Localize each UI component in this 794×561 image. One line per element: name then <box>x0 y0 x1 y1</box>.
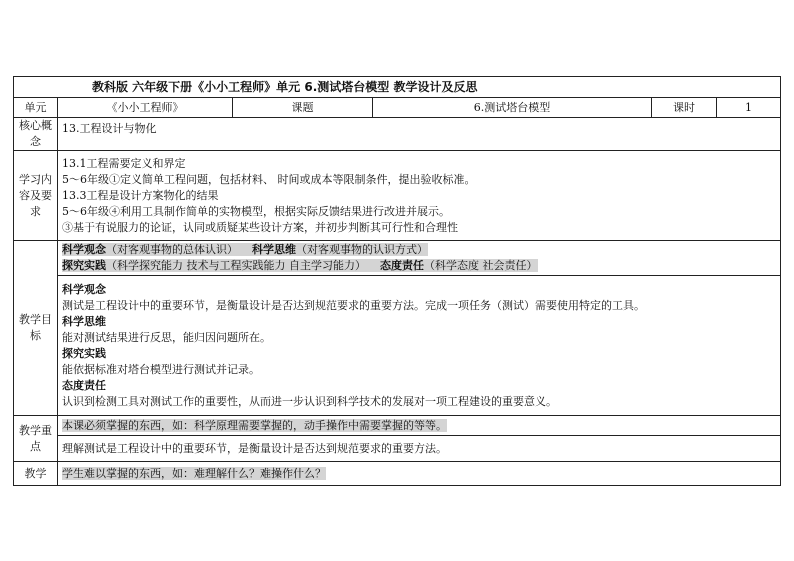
goals-summary-line-1 <box>62 242 776 258</box>
goal-text: 能对测试结果进行反思，能归因问题所在。 <box>62 330 271 344</box>
difficulty-hint: 学生难以掌握的东西，如：难理解什么？难操作什么？ <box>62 466 326 480</box>
inquiry-practice-heading: 探究实践 <box>62 259 106 272</box>
requirement-line: 13.3工程是设计方案物化的结果 <box>62 188 219 202</box>
key-points-hint-cell <box>58 416 781 436</box>
attitude-responsibility-desc: （科学态度 社会责任） <box>424 259 538 272</box>
hours-value: 1 <box>717 98 781 118</box>
goal-text: 认识到检测工具对测试工作的重要性，从而进一步认识到科学技术的发展对一项工程建设的重要意义。 <box>62 394 557 408</box>
hours-label: 课时 <box>652 98 717 118</box>
key-points-value: 理解测试是工程设计中的重要环节，是衡量设计是否达到规范要求的重要方法。 <box>58 436 781 462</box>
goals-summary-row <box>14 241 781 276</box>
key-points-hint: 本课必须掌握的东西，如：科学原理需要掌握的，动手操作中需要掌握的等等。 <box>62 418 447 432</box>
lesson-plan-table <box>13 76 781 486</box>
learning-requirements-row <box>14 151 781 241</box>
goal-heading: 态度责任 <box>62 378 106 392</box>
difficulty-row <box>14 462 781 486</box>
scientific-concept-heading: 科学观念 <box>62 243 106 256</box>
difficulty-hint-cell <box>58 462 781 486</box>
unit-value: 《小小工程师》 <box>58 98 233 118</box>
inquiry-practice-desc: （科学探究能力 技术与工程实践能力 自主学习能力） <box>106 259 366 272</box>
page-title: 教科版 六年级下册《小小工程师》单元 6.测试塔台模型 教学设计及反思 <box>14 77 781 98</box>
goal-heading: 探究实践 <box>62 346 106 360</box>
scientific-thinking-desc: （对客观事物的认识方式） <box>296 243 428 256</box>
scientific-thinking-heading: 科学思维 <box>252 243 296 256</box>
goals-detail <box>58 276 781 416</box>
core-concept-row <box>14 118 781 151</box>
requirement-line: 13.1工程需要定义和界定 <box>62 156 186 170</box>
learning-requirements-content <box>58 151 781 241</box>
teaching-goals-label: 教学目标 <box>14 241 58 416</box>
unit-label: 单元 <box>14 98 58 118</box>
goals-summary-line-2 <box>62 258 776 274</box>
goal-text: 能依据标准对塔台模型进行测试并记录。 <box>62 362 260 376</box>
goals-detail-row <box>14 276 781 416</box>
core-concept-value: 13.工程设计与物化 <box>58 118 781 151</box>
goal-heading: 科学思维 <box>62 314 106 328</box>
goal-text: 测试是工程设计中的重要环节，是衡量设计是否达到规范要求的重要方法。完成一项任务（测试）需要使用特定的工具。 <box>62 298 645 312</box>
title-row <box>14 77 781 98</box>
goals-summary <box>58 241 781 276</box>
difficulty-label: 教学 <box>14 462 58 486</box>
key-points-label: 教学重点 <box>14 416 58 462</box>
attitude-responsibility-heading: 态度责任 <box>380 259 424 272</box>
core-concept-label: 核心概念 <box>14 118 58 151</box>
key-points-hint-row <box>14 416 781 436</box>
requirement-line: 5～6年级④利用工具制作简单的实物模型，根据实际反馈结果进行改进并展示。 <box>62 204 450 218</box>
requirement-line: ③基于有说服力的论证，认同或质疑某些设计方案，并初步判断其可行性和合理性 <box>62 220 458 234</box>
key-points-row <box>14 436 781 462</box>
goals-summary-highlight <box>62 243 428 256</box>
goal-heading: 科学观念 <box>62 282 106 296</box>
lesson-label: 课题 <box>233 98 373 118</box>
learning-requirements-label: 学习内容及要求 <box>14 151 58 241</box>
scientific-concept-desc: （对客观事物的总体认识） <box>106 243 238 256</box>
requirement-line: 5～6年级①定义简单工程问题，包括材料、 时间或成本等限制条件，提出验收标准。 <box>62 172 476 186</box>
lesson-value: 6.测试塔台模型 <box>373 98 652 118</box>
lesson-plan-sheet <box>13 76 780 486</box>
header-row <box>14 98 781 118</box>
goals-summary-highlight <box>62 259 538 272</box>
